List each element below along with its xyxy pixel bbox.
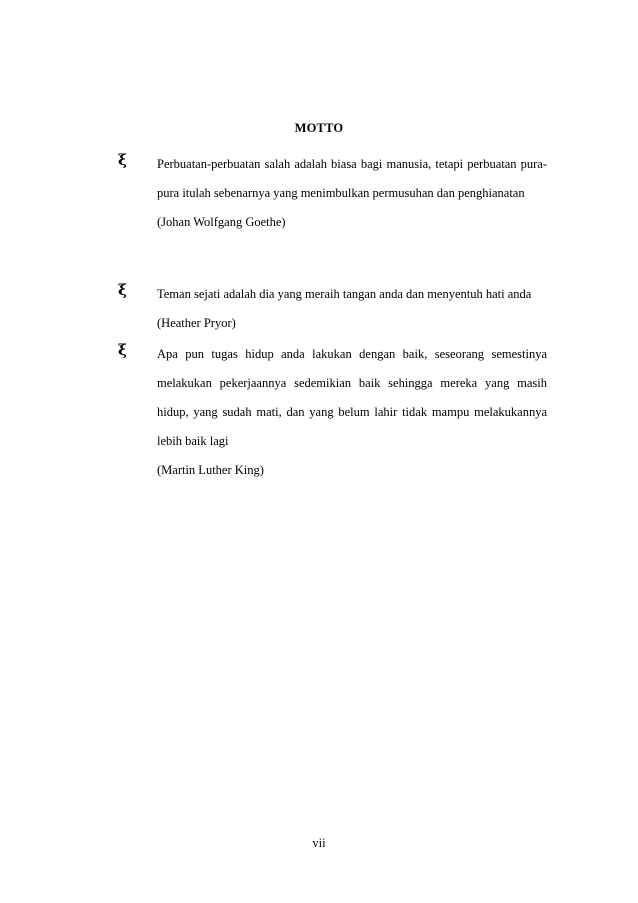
- xi-bullet-icon: ξ: [118, 281, 127, 299]
- motto-item: [118, 150, 547, 237]
- motto-author: (Martin Luther King): [157, 463, 264, 477]
- motto-author: (Heather Pryor): [157, 316, 236, 330]
- motto-item: [118, 280, 547, 338]
- motto-quote: Teman sejati adalah dia yang meraih tangan anda dan menyentuh hati anda: [157, 287, 532, 301]
- xi-bullet-icon: ξ: [118, 341, 127, 359]
- page-title: MOTTO: [294, 121, 344, 135]
- motto-quote: Apa pun tugas hidup anda lakukan dengan baik, seseorang semestinya melakukan pekerjaannya sedemikian baik sehingga mereka yang masih hidup, yang sudah mati, dan yang belum lahir tidak mampu melakukannya lebih baik lagi: [157, 347, 547, 448]
- motto-quote: Perbuatan-perbuatan salah adalah biasa bagi manusia, tetapi perbuatan pura-pura itulah sebenarnya yang menimbulkan permusuhan dan penghianatan: [157, 157, 547, 200]
- motto-author: (Johan Wolfgang Goethe): [157, 215, 286, 229]
- xi-bullet-icon: ξ: [118, 151, 127, 169]
- motto-item: [118, 340, 547, 485]
- page-number: vii: [312, 836, 326, 850]
